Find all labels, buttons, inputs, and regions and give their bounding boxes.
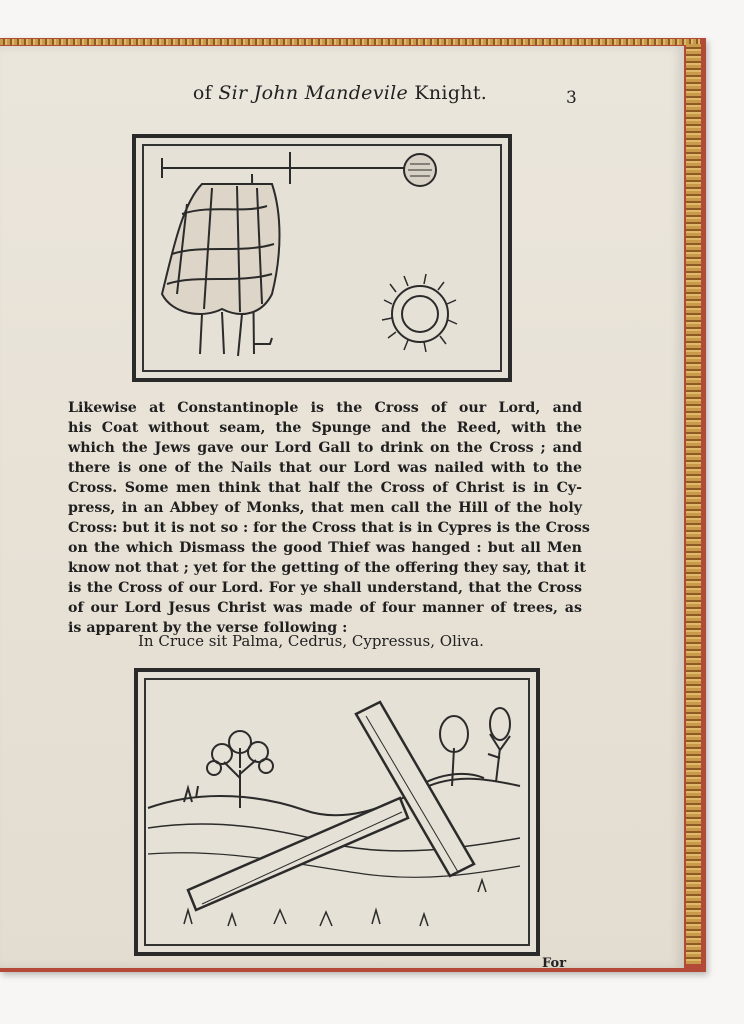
body-line: press, in an Abbey of Monks, that men call the Hill of the holy (68, 500, 582, 516)
body-line: on the which Dismass the good Thief was hanged : but all Men (68, 540, 582, 556)
page-number: 3 (566, 88, 577, 108)
gilt-border-right (686, 44, 701, 964)
body-line: there is one of the Nails that our Lord was nailed with to the (68, 460, 582, 476)
body-line: which the Jews gave our Lord Gall to drink on the Cross ; and (68, 440, 582, 456)
body-line: is apparent by the verse following : (68, 620, 348, 636)
catchword: For (542, 956, 567, 971)
header-suffix: Knight. (414, 82, 488, 104)
body-line: Likewise at Constantinople is the Cross of our Lord, and (68, 400, 582, 416)
body-line: Cross: but it is not so : for the Cross that is in Cypres is the Cross (68, 520, 590, 536)
latin-verse: In Cruce sit Palma, Cedrus, Cypressus, Oliva. (138, 632, 484, 650)
body-line: of our Lord Jesus Christ was made of four manner of trees, as (68, 600, 582, 616)
body-line: Cross. Some men think that half the Cross of Christ is in Cy- (68, 480, 582, 496)
woodcut-cross-and-trees (134, 668, 540, 956)
woodcut-coat-and-crown (132, 134, 512, 382)
header-name: Sir John Mandevile (218, 82, 409, 104)
header-prefix: of (192, 82, 212, 104)
body-line: know not that ; yet for the getting of the offering they say, that it (68, 560, 586, 576)
woodcut-cross-illustration (144, 678, 526, 942)
body-text (68, 398, 590, 638)
body-line: is the Cross of our Lord. For ye shall understand, that the Cross (68, 580, 582, 596)
book-page (0, 46, 684, 971)
gilt-border-top (0, 39, 700, 45)
woodcut-coat-illustration (142, 144, 498, 368)
running-header (190, 82, 490, 104)
body-line: his Coat without seam, the Spunge and the Reed, with the (68, 420, 582, 436)
